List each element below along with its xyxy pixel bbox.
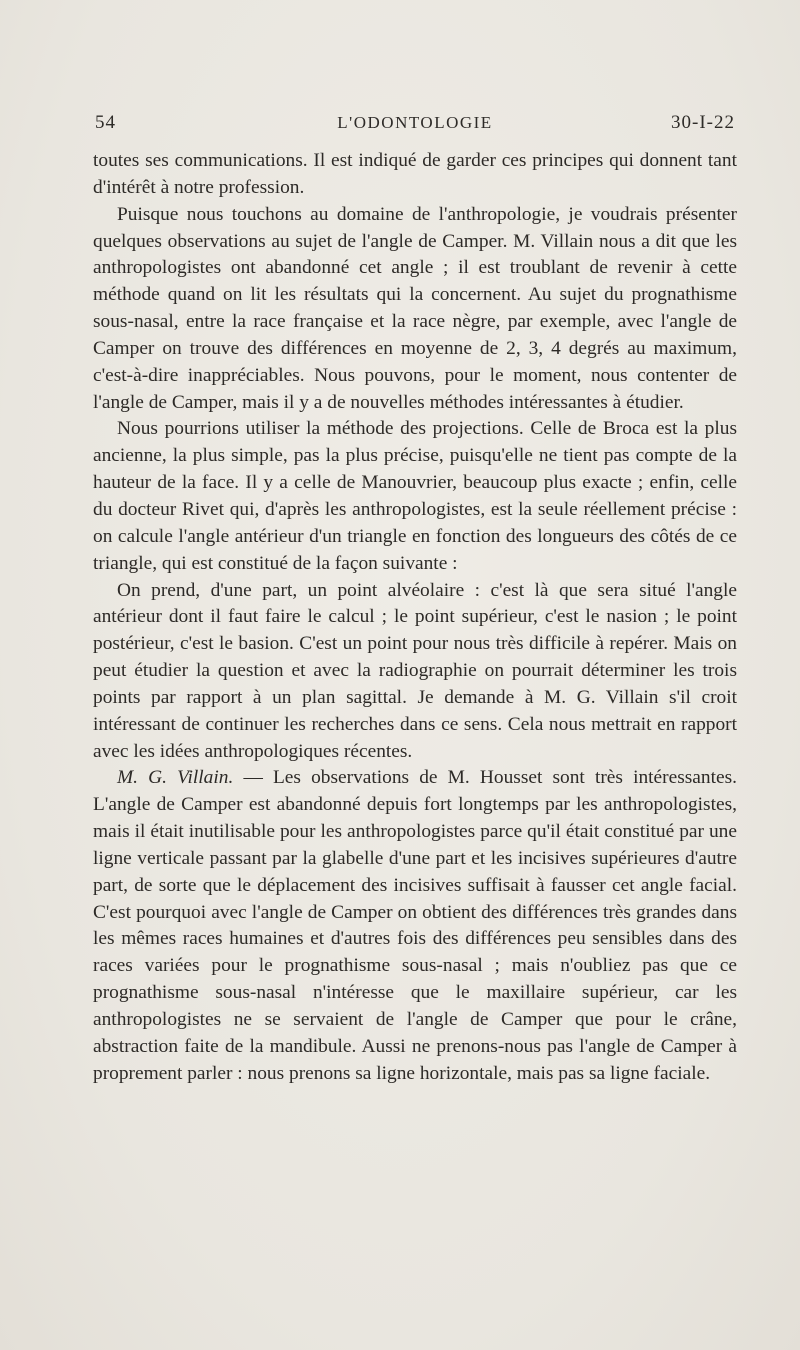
running-header bbox=[95, 112, 735, 142]
speaker-text: — Les observations de M. Housset sont très intéressantes. L'angle de Camper est abandonné depuis fort longtemps par les anthropologistes, mais il était inutilisable pour les anthropologistes parce qu'il était constitué par une ligne verticale passant par la glabelle d'une part et les incisives supérieures d'autre part, de sorte que le déplacement des incisives suffisait à fausser cet angle facial. C'est pourquoi avec l'angle de Camper on obtient des différences très grandes dans les mêmes races humaines et d'autres fois des différences peu sensibles dans des races variées pour le prognathisme sous-nasal ; mais n'oubliez pas que ce prognathisme sous-nasal n'intéresse que le maxillaire supérieur, car les anthropologistes ne se servaient de l'angle de Camper que pour le crâne, abstraction faite de la mandibule. Aussi ne prenons-nous pas l'angle de Camper à proprement parler : nous prenons sa ligne horizontale, mais pas sa ligne faciale. bbox=[93, 767, 737, 1084]
journal-title: L'ODONTOLOGIE bbox=[337, 113, 493, 132]
paragraph: On prend, d'une part, un point alvéolaire : c'est là que sera situé l'angle antérieur dont il faut faire le calcul ; le point supérieur, c'est le nasion ; le point postérieur, c'est le basion. C'est un point pour nous très difficile à repérer. Mais on peut étudier la question et avec la radiographie on pourrait déterminer les trois points par rapport à un plan sagittal. Je demande à M. G. Villain s'il croit intéressant de continuer les recherches dans ce sens. Cela nous mettrait en rapport avec les idées anthropologiques récentes. bbox=[93, 579, 737, 762]
paragraph: Nous pourrions utiliser la méthode des projections. Celle de Broca est la plus ancienne, la plus simple, pas la plus précise, puisqu'elle ne tient pas compte de la hauteur de la face. Il y a celle de Manouvrier, beaucoup plus exacte ; enfin, celle du docteur Rivet qui, d'après les anthropologistes, est la seule réellement précise : on calcule l'angle antérieur d'un triangle en fonction des longueurs des côtés de ce triangle, qui est constitué de la façon suivante : bbox=[93, 418, 737, 574]
paragraph: toutes ses communications. Il est indiqué de garder ces principes qui donnent tant d'intérêt à notre profession. bbox=[93, 150, 737, 198]
paragraph: Puisque nous touchons au domaine de l'anthropologie, je voudrais présenter quelques observations au sujet de l'angle de Camper. M. Villain nous a dit que les anthropologistes ont abandonné cet angle ; il est troublant de revenir à cette méthode quand on lit les résultats qui la concernent. Au sujet du prognathisme sous-nasal, entre la race française et la race nègre, par exemple, avec l'angle de Camper on trouve des différences en moyenne de 2, 3, 4 degrés au maximum, c'est-à-dire inappréciables. Nous pouvons, pour le moment, nous contenter de l'angle de Camper, mais il y a de nouvelles méthodes intéressantes à étudier. bbox=[93, 203, 737, 413]
body-text bbox=[93, 148, 737, 1088]
paragraph bbox=[93, 765, 737, 1087]
speaker-name: M. G. Villain. bbox=[117, 767, 234, 789]
issue-date: 30-I-22 bbox=[671, 112, 735, 133]
page-number: 54 bbox=[95, 112, 116, 133]
